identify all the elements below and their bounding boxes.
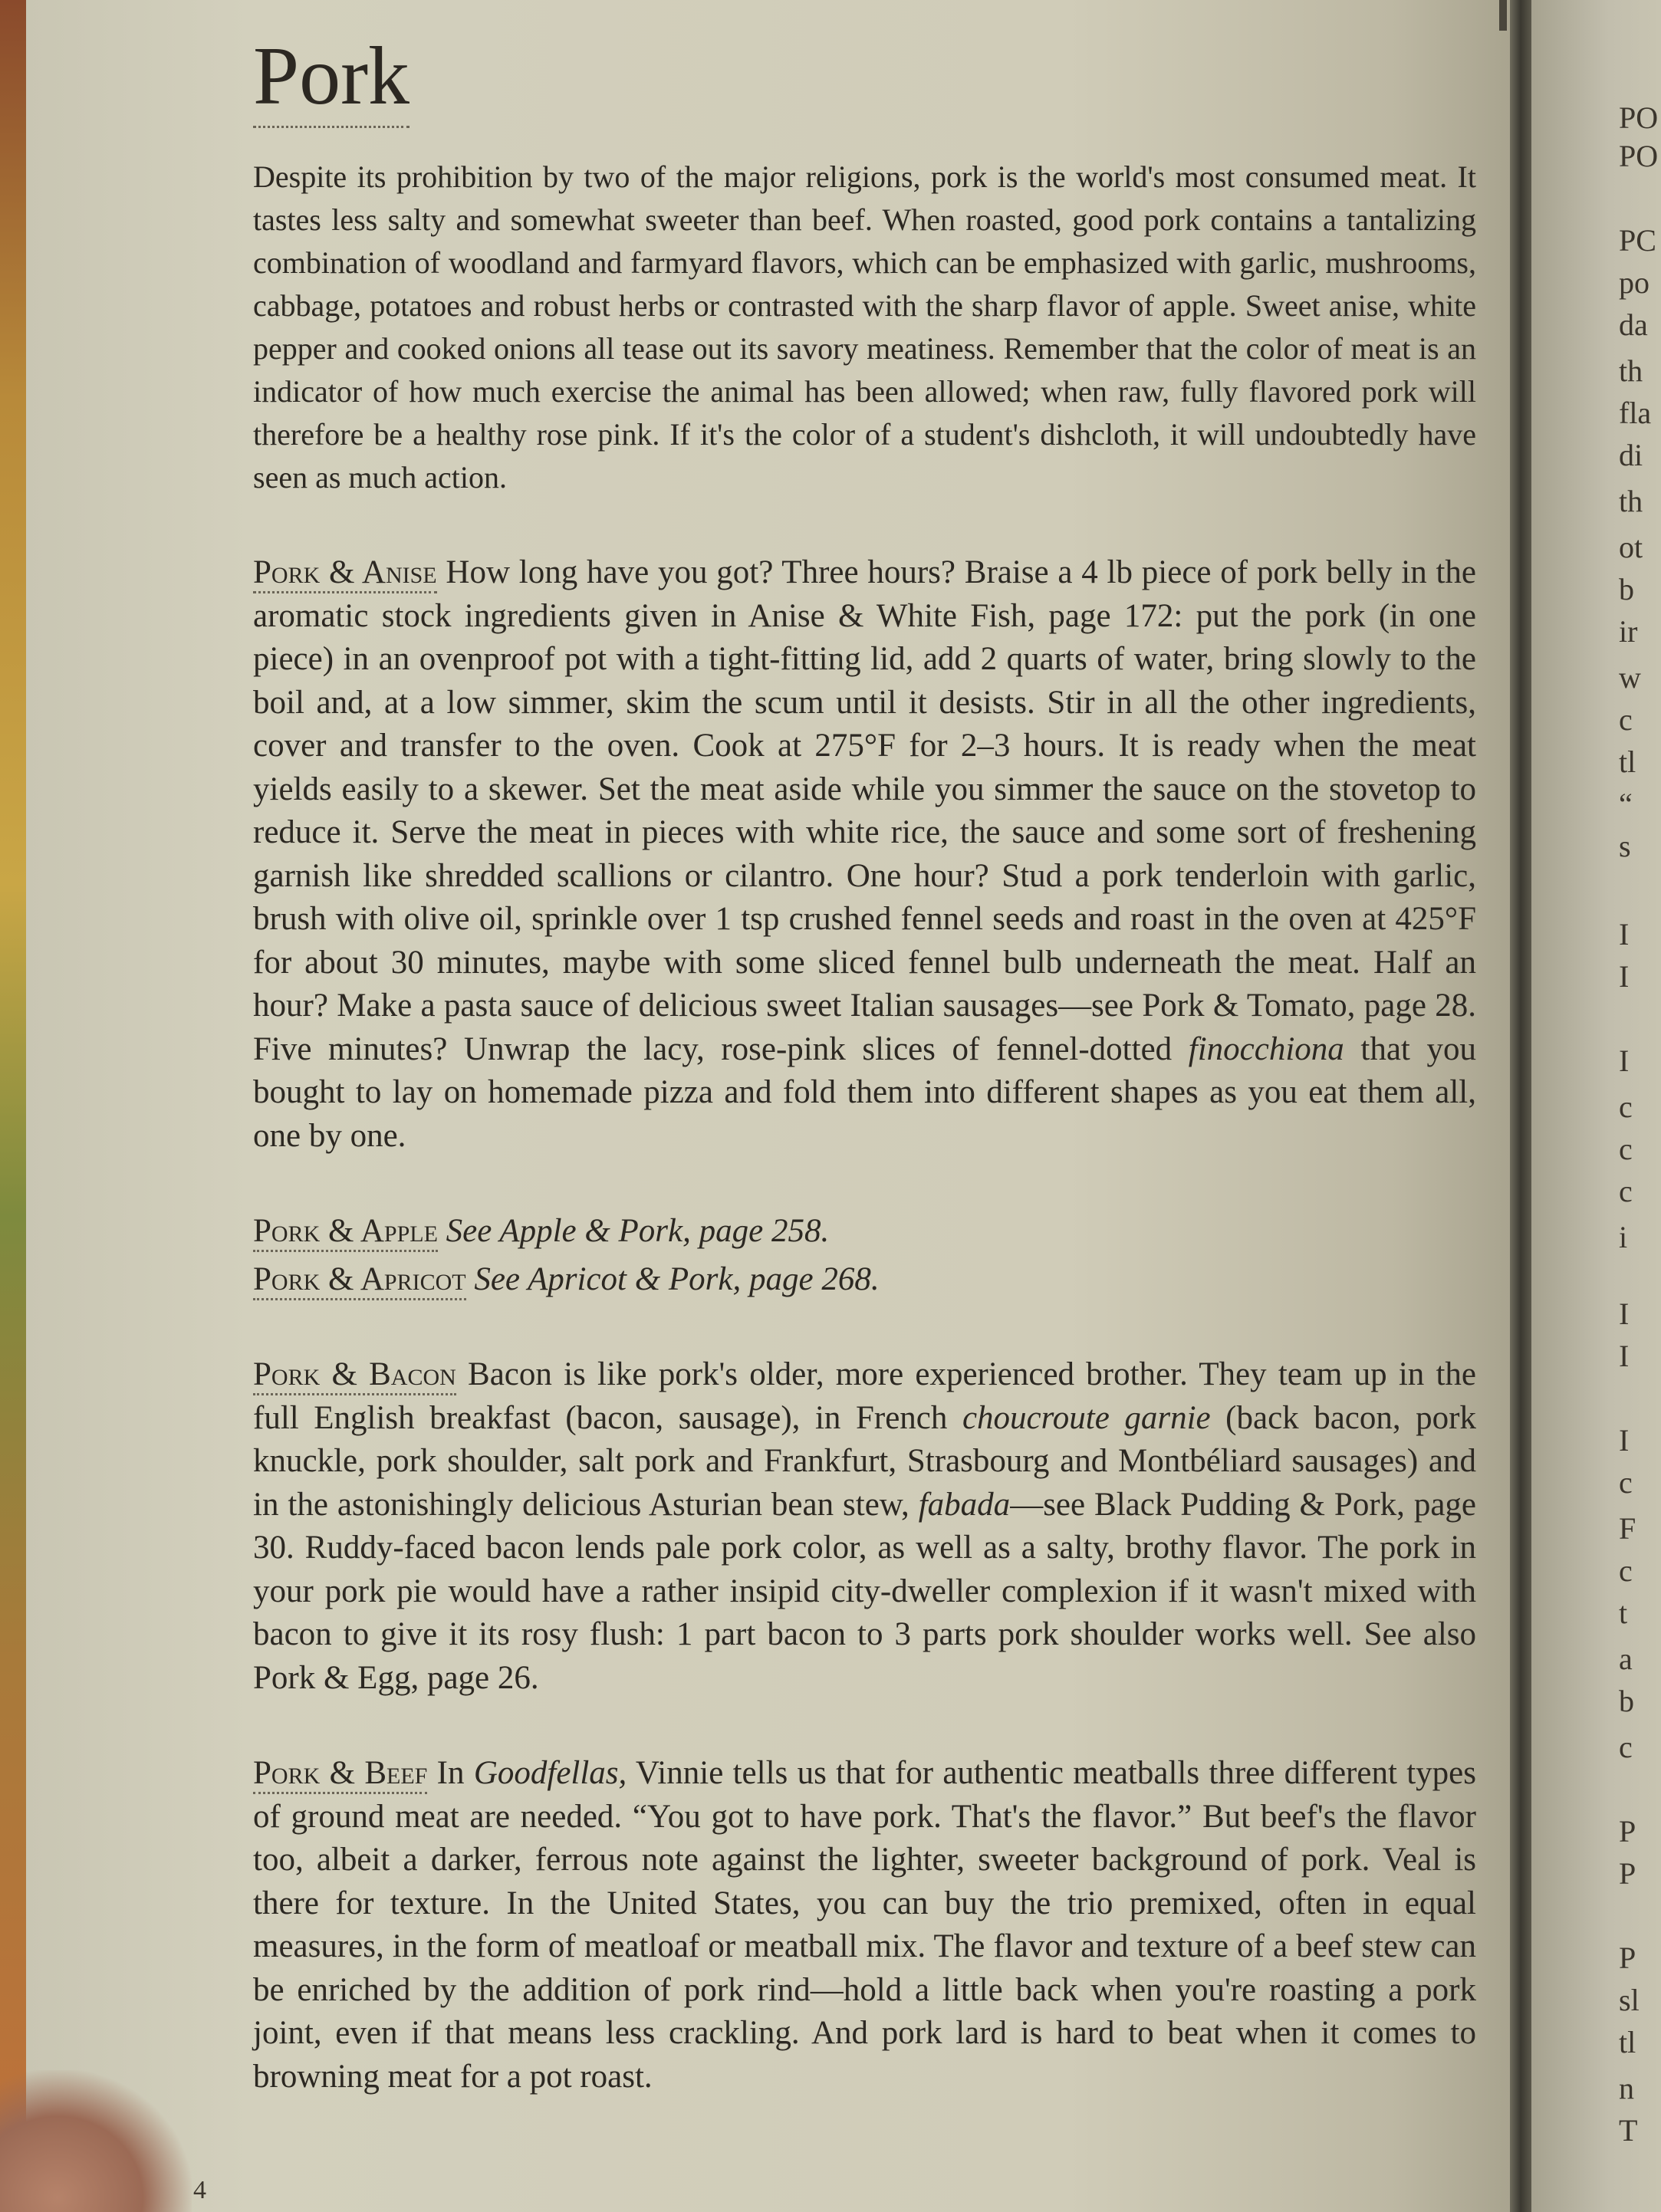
next-page-fragment: di: [1619, 438, 1643, 472]
next-page-fragment: I: [1619, 959, 1630, 994]
next-page-fragment: th: [1619, 484, 1643, 518]
next-page-fragment: n: [1619, 2071, 1634, 2105]
next-page-fragment: c: [1619, 1090, 1633, 1124]
next-page-fragment: s: [1619, 829, 1631, 863]
next-page-fragment: da: [1619, 307, 1648, 342]
next-page-fragment: tl: [1619, 2025, 1636, 2059]
next-page-fragment: P: [1619, 1856, 1636, 1891]
next-page-fragment: “: [1619, 787, 1633, 821]
next-page-fragment: T: [1619, 2113, 1638, 2148]
next-page-fragment: c: [1619, 1132, 1633, 1166]
next-page-fragment: w: [1619, 660, 1641, 695]
page-content: [253, 31, 1476, 2099]
page-corner-shadow: [1499, 0, 1507, 31]
next-page-fragment: t: [1619, 1596, 1628, 1630]
book-cover-edge: [0, 0, 26, 2212]
next-page-fragment: sl: [1619, 1983, 1640, 2017]
next-page-fragment: F: [1619, 1511, 1636, 1546]
next-page-fragment: c: [1619, 1465, 1633, 1500]
next-page-fragment: c: [1619, 702, 1633, 737]
next-page-fragment: I: [1619, 1423, 1630, 1458]
next-page-fragment: c: [1619, 1553, 1633, 1588]
next-page-fragment: PO: [1619, 100, 1659, 135]
entry-text: (back bacon, pork knuckle, pork shoulder, salt pork and Frankfurt, Strasbourg and Montbéliard sausages) and in the astonishingly delicious Asturian bean stew,: [253, 1399, 1476, 1523]
next-page-fragment: P: [1619, 1941, 1636, 1975]
next-page-fragment: a: [1619, 1642, 1633, 1676]
entry-pork-anise: [253, 551, 1476, 1158]
next-page-fragment: I: [1619, 917, 1630, 952]
next-page-fragment: ir: [1619, 614, 1638, 649]
next-page-fragment: ot: [1619, 530, 1643, 564]
entry-italic: Goodfellas,: [473, 1755, 627, 1791]
next-page-fragment: I: [1619, 1044, 1630, 1078]
entry-pork-apple: [253, 1210, 1476, 1254]
entry-text: Vinnie tells us that for authentic meatballs three different types of ground meat are needed. “You got to have pork. That's the flavor.” But beef's the flavor too, albeit a darker, ferrous note against the lighter, sweeter background of pork. Veal is there for texture. In the United States, you can buy the trio premixed, often in equal measures, in the form of meatloaf or meatball mix. The flavor and texture of a beef stew can be enriched by the addition of pork rind—hold a little back when you're roasting a pork joint, even if that means less crackling. And pork lard is hard to beat when it comes to browning meat for a pot roast.: [253, 1755, 1476, 2095]
next-page-fragment: I: [1619, 1297, 1630, 1331]
intro-paragraph: Despite its prohibition by two of the major religions, pork is the world's most consumed meat. It tastes less salty and somewhat sweeter than beef. When roasted, good pork contains a tantalizing combination of woodland and farmyard flavors, which can be emphasized with garlic, mushrooms, cabbage, potatoes and robust herbs or contrasted with the sharp flavor of apple. Sweet anise, white pepper and cooked onions all tease out its savory meatiness. Remember that the color of meat is an indicator of how much exercise the animal has been allowed; when raw, fully flavored pork will therefore be a healthy rose pink. If it's the color of a student's dishcloth, it will undoubtedly have seen as much action.: [253, 159, 1476, 495]
entry-text: —see Black Pudding & Pork, page 30. Ruddy-faced bacon lends pale pork color, as well as a salty, brothy flavor. The pork in your pork pie would have a rather insipid city-dweller complexion if it wasn't mixed with bacon to give it its rosy flush: 1 part bacon to 3 parts pork shoulder works well. See also Pork & Egg, page 26.: [253, 1486, 1476, 1696]
entry-heading: Pork & Apple: [253, 1213, 438, 1252]
next-page-fragment: PC: [1619, 223, 1656, 258]
entry-italic: fabada: [918, 1486, 1011, 1523]
entry-text: that you bought to lay on homemade pizza and fold them into different shapes as you eat them all, one by one.: [253, 1030, 1476, 1154]
next-page-fragment: po: [1619, 265, 1649, 300]
entry-text: In: [427, 1755, 474, 1791]
book-gutter: [1510, 0, 1531, 2212]
entry-heading: Pork & Apricot: [253, 1261, 466, 1300]
next-page-fragment: b: [1619, 1684, 1634, 1718]
next-page-fragment: fla: [1619, 396, 1652, 430]
entry-text: Bacon is like pork's older, more experienced brother. They team up in the full English breakfast (bacon, sausage), in French: [253, 1356, 1477, 1436]
cross-reference: See Apple & Pork, page 258.: [437, 1213, 830, 1249]
page-title: Pork: [253, 31, 409, 128]
next-page-fragment: b: [1619, 572, 1634, 606]
entry-heading: Pork & Anise: [253, 554, 437, 593]
entry-text: How long have you got? Three hours? Braise a 4 lb piece of pork belly in the aromatic stock ingredients given in Anise & White Fish, page 172: put the pork (in one piece) in an ovenproof pot with a tight-fitting lid, add 2 quarts of water, bring slowly to the boil and, at a low simmer, skim the scum until it desists. Stir in all the other ingredients, cover and transfer to the oven. Cook at 275°F for 2–3 hours. It is ready when the meat yields easily to a skewer. Set the meat aside while you simmer the sauce on the stovetop to reduce it. Serve the meat in pieces with white rice, the sauce and some sort of freshening garnish like shredded scallions or cilantro. One hour? Stud a pork tenderloin with garlic, brush with olive oil, sprinkle over 1 tsp crushed fennel seeds and roast in the oven at 425°F for about 30 minutes, maybe with some sliced fennel bulb underneath the meat. Half an hour? Make a pasta sauce of delicious sweet Italian sausages—see Pork & Tomato, page 28. Five minutes? Unwrap the lacy, rose-pink slices of fennel-dotted: [253, 554, 1477, 1067]
entry-italic: choucroute garnie: [962, 1399, 1211, 1436]
next-page-fragment: I: [1619, 1339, 1630, 1373]
next-page-fragment: th: [1619, 353, 1643, 388]
next-page-fragment: i: [1619, 1220, 1628, 1254]
entry-heading: Pork & Bacon: [253, 1356, 456, 1395]
cross-reference: See Apricot & Pork, page 268.: [465, 1260, 880, 1297]
next-page-fragment: P: [1619, 1814, 1636, 1849]
right-page-edge: [1531, 0, 1661, 2212]
next-page-fragment: tl: [1619, 744, 1636, 779]
next-page-fragment: c: [1619, 1730, 1633, 1764]
entry-heading: Pork & Beef: [253, 1755, 427, 1794]
page-number: 4: [193, 2176, 206, 2204]
entry-pork-apricot: [253, 1258, 1476, 1302]
next-page-fragment: PO: [1619, 139, 1659, 173]
entry-pork-beef: [253, 1752, 1476, 2099]
entry-pork-bacon: [253, 1353, 1476, 1700]
next-page-fragment: c: [1619, 1174, 1633, 1208]
thumb: [0, 2070, 192, 2212]
entry-italic: finocchiona: [1188, 1030, 1344, 1067]
